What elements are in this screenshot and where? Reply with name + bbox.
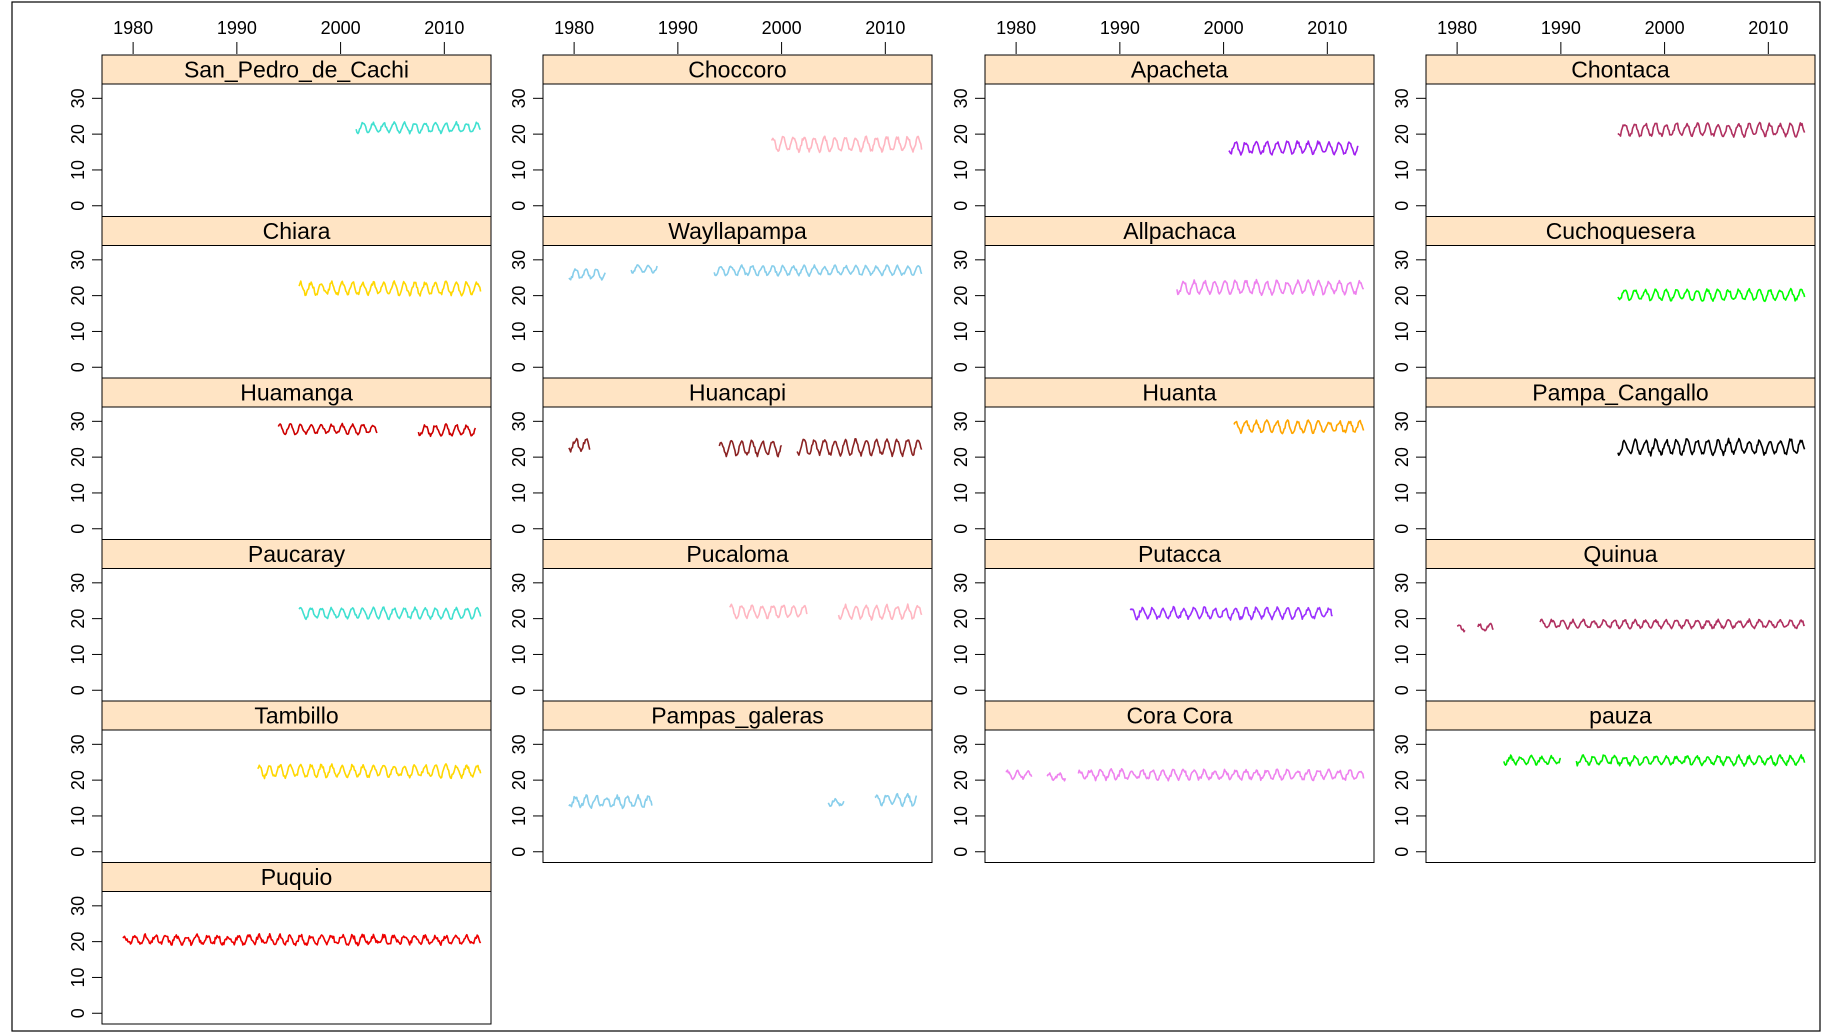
panel-title: Pucaloma: [686, 541, 789, 567]
y-tick-label: 10: [68, 644, 88, 665]
y-tick-label: 10: [951, 482, 971, 503]
y-tick-label: 30: [1392, 734, 1412, 755]
y-axis: [509, 88, 543, 210]
y-tick-label: 30: [68, 734, 88, 755]
x-axis-top-col-3: [996, 18, 1347, 54]
panel-chiara: [68, 217, 491, 379]
y-tick-label: 10: [951, 805, 971, 826]
y-tick-label: 30: [951, 249, 971, 270]
y-tick-label: 20: [68, 931, 88, 952]
y-tick-label: 30: [68, 88, 88, 109]
y-tick-label: 0: [951, 523, 971, 534]
y-tick-label: 30: [509, 411, 529, 432]
panel-chontaca: [1392, 55, 1815, 217]
plot-area: [102, 84, 491, 217]
y-tick-label: 30: [68, 895, 88, 916]
y-tick-label: 10: [1392, 805, 1412, 826]
x-tick-label: 1980: [554, 18, 595, 38]
y-axis: [68, 250, 102, 372]
panel-title: Pampa_Cangallo: [1532, 379, 1709, 406]
x-axis-top-col-2: [554, 18, 905, 54]
y-tick-label: 30: [1392, 572, 1412, 593]
y-tick-label: 0: [1392, 200, 1412, 211]
plot-area: [543, 569, 932, 702]
panel-title: Huanta: [1142, 379, 1217, 406]
y-axis: [509, 573, 543, 695]
y-tick-label: 30: [1392, 249, 1412, 270]
plot-area: [1426, 730, 1815, 863]
x-tick-label: 1980: [1437, 18, 1478, 38]
panel-title: Quinua: [1583, 541, 1658, 567]
y-tick-label: 20: [1392, 608, 1412, 629]
y-axis: [509, 250, 543, 372]
y-tick-label: 0: [509, 362, 529, 373]
y-tick-label: 10: [509, 482, 529, 503]
panel-title: Tambillo: [254, 702, 339, 729]
y-tick-label: 0: [1392, 846, 1412, 857]
y-tick-label: 30: [1392, 411, 1412, 432]
panel-puquio: [68, 863, 491, 1025]
y-tick-label: 20: [509, 447, 529, 468]
y-axis: [951, 250, 985, 372]
x-tick-label: 2000: [320, 18, 361, 38]
y-tick-label: 10: [509, 644, 529, 665]
y-axis: [1392, 573, 1426, 695]
y-tick-label: 30: [509, 734, 529, 755]
y-tick-label: 10: [1392, 159, 1412, 180]
y-axis: [68, 896, 102, 1018]
y-tick-label: 0: [68, 523, 88, 534]
plot-area: [985, 730, 1374, 863]
y-tick-label: 0: [509, 685, 529, 696]
panel-title: Pampas_galeras: [651, 702, 824, 729]
y-axis: [1392, 734, 1426, 856]
y-axis: [68, 88, 102, 210]
panel-pampas-galeras: [509, 701, 932, 863]
plot-area: [102, 407, 491, 540]
y-tick-label: 20: [68, 770, 88, 791]
panel-title: Cuchoquesera: [1545, 218, 1696, 244]
x-axis-top-col-1: [113, 18, 464, 54]
y-tick-label: 20: [1392, 447, 1412, 468]
y-tick-label: 0: [68, 685, 88, 696]
x-axis-top-col-4: [1437, 18, 1788, 54]
plot-area: [543, 84, 932, 217]
x-tick-label: 1990: [657, 18, 698, 38]
panel-title: Huamanga: [240, 379, 353, 406]
y-axis: [1392, 411, 1426, 533]
y-tick-label: 20: [509, 285, 529, 306]
y-tick-label: 10: [68, 159, 88, 180]
y-tick-label: 0: [509, 846, 529, 857]
panel-title: Puquio: [260, 864, 333, 890]
x-tick-label: 2000: [1644, 18, 1685, 38]
y-tick-label: 10: [1392, 321, 1412, 342]
panel-title: San_Pedro_de_Cachi: [183, 56, 410, 83]
y-tick-label: 20: [509, 608, 529, 629]
panel-pampa-cangallo: [1392, 378, 1815, 540]
y-tick-label: 10: [1392, 482, 1412, 503]
y-tick-label: 0: [68, 200, 88, 211]
y-axis: [951, 573, 985, 695]
y-tick-label: 20: [68, 124, 88, 145]
y-tick-label: 20: [509, 770, 529, 791]
y-tick-label: 0: [1392, 685, 1412, 696]
x-tick-label: 1990: [216, 18, 257, 38]
x-tick-label: 1990: [1540, 18, 1581, 38]
y-tick-label: 0: [951, 362, 971, 373]
plot-area: [543, 246, 932, 379]
y-tick-label: 0: [68, 362, 88, 373]
plot-area: [1426, 407, 1815, 540]
y-tick-label: 0: [1392, 523, 1412, 534]
panel-huancapi: [509, 378, 932, 540]
y-tick-label: 30: [951, 411, 971, 432]
y-tick-label: 20: [1392, 285, 1412, 306]
x-tick-label: 1990: [1099, 18, 1140, 38]
x-tick-label: 2010: [1748, 18, 1789, 38]
y-tick-label: 0: [509, 200, 529, 211]
y-tick-label: 30: [68, 572, 88, 593]
y-tick-label: 10: [68, 967, 88, 988]
y-tick-label: 20: [68, 447, 88, 468]
panel-cora-cora: [951, 701, 1374, 863]
plot-area: [543, 407, 932, 540]
x-tick-label: 2000: [761, 18, 802, 38]
plot-area: [102, 892, 491, 1025]
y-axis: [951, 411, 985, 533]
panel-title: Huancapi: [688, 379, 787, 406]
x-tick-label: 2010: [865, 18, 906, 38]
panel-pucaloma: [509, 540, 932, 702]
y-tick-label: 10: [951, 159, 971, 180]
plot-area: [102, 730, 491, 863]
plot-area: [1426, 84, 1815, 217]
y-tick-label: 0: [68, 1008, 88, 1019]
panel-choccoro: [509, 55, 932, 217]
y-tick-label: 20: [951, 608, 971, 629]
y-axis: [68, 573, 102, 695]
panel-quinua: [1392, 540, 1815, 702]
y-tick-label: 30: [509, 572, 529, 593]
panel-title: Chiara: [262, 218, 331, 244]
panel-title: Apacheta: [1130, 56, 1229, 83]
panel-cuchoquesera: [1392, 217, 1815, 379]
panel-tambillo: [68, 701, 491, 863]
y-tick-label: 30: [509, 88, 529, 109]
y-tick-label: 20: [68, 608, 88, 629]
y-tick-label: 10: [509, 805, 529, 826]
y-tick-label: 30: [1392, 88, 1412, 109]
panel-title: Putacca: [1137, 541, 1222, 567]
y-axis: [1392, 250, 1426, 372]
plot-area: [543, 730, 932, 863]
y-tick-label: 0: [951, 846, 971, 857]
y-tick-label: 0: [951, 685, 971, 696]
y-tick-label: 20: [951, 770, 971, 791]
y-tick-label: 20: [951, 285, 971, 306]
panel-apacheta: [951, 55, 1374, 217]
y-tick-label: 20: [68, 285, 88, 306]
plot-area: [985, 246, 1374, 379]
y-axis: [951, 88, 985, 210]
x-tick-label: 2000: [1203, 18, 1244, 38]
y-tick-label: 10: [68, 482, 88, 503]
panel-allpachaca: [951, 217, 1374, 379]
panel-putacca: [951, 540, 1374, 702]
y-tick-label: 10: [951, 644, 971, 665]
x-tick-label: 1980: [996, 18, 1037, 38]
panel-title: Paucaray: [247, 541, 346, 567]
y-axis: [68, 411, 102, 533]
y-tick-label: 20: [951, 124, 971, 145]
panel-title: Allpachaca: [1123, 218, 1236, 244]
plot-area: [102, 569, 491, 702]
plot-area: [985, 569, 1374, 702]
panel-title: Choccoro: [688, 56, 787, 83]
y-axis: [1392, 88, 1426, 210]
y-tick-label: 0: [951, 200, 971, 211]
y-tick-label: 10: [509, 321, 529, 342]
plot-area: [1426, 569, 1815, 702]
panel-huamanga: [68, 378, 491, 540]
panel-title: pauza: [1589, 702, 1652, 729]
y-tick-label: 30: [68, 411, 88, 432]
panel-paucaray: [68, 540, 491, 702]
y-tick-label: 20: [1392, 770, 1412, 791]
y-tick-label: 0: [509, 523, 529, 534]
plot-area: [1426, 246, 1815, 379]
y-axis: [509, 411, 543, 533]
x-tick-label: 2010: [1307, 18, 1348, 38]
panel-wayllapampa: [509, 217, 932, 379]
x-tick-label: 2010: [424, 18, 465, 38]
panel-huanta: [951, 378, 1374, 540]
y-tick-label: 30: [68, 249, 88, 270]
y-tick-label: 30: [509, 249, 529, 270]
panel-san-pedro-de-cachi: [68, 55, 491, 217]
y-tick-label: 10: [951, 321, 971, 342]
y-tick-label: 0: [1392, 362, 1412, 373]
y-tick-label: 20: [509, 124, 529, 145]
panel-title: Wayllapampa: [668, 218, 807, 244]
plot-area: [102, 246, 491, 379]
y-tick-label: 30: [951, 88, 971, 109]
y-tick-label: 20: [951, 447, 971, 468]
y-tick-label: 30: [951, 734, 971, 755]
y-tick-label: 10: [68, 805, 88, 826]
panel-pauza: [1392, 701, 1815, 863]
y-tick-label: 30: [951, 572, 971, 593]
y-tick-label: 0: [68, 846, 88, 857]
y-axis: [509, 734, 543, 856]
y-tick-label: 10: [509, 159, 529, 180]
y-tick-label: 10: [68, 321, 88, 342]
y-tick-label: 20: [1392, 124, 1412, 145]
y-axis: [68, 734, 102, 856]
x-tick-label: 1980: [113, 18, 154, 38]
y-tick-label: 10: [1392, 644, 1412, 665]
panel-title: Chontaca: [1571, 56, 1670, 83]
y-axis: [951, 734, 985, 856]
panel-title: Cora Cora: [1126, 702, 1233, 729]
